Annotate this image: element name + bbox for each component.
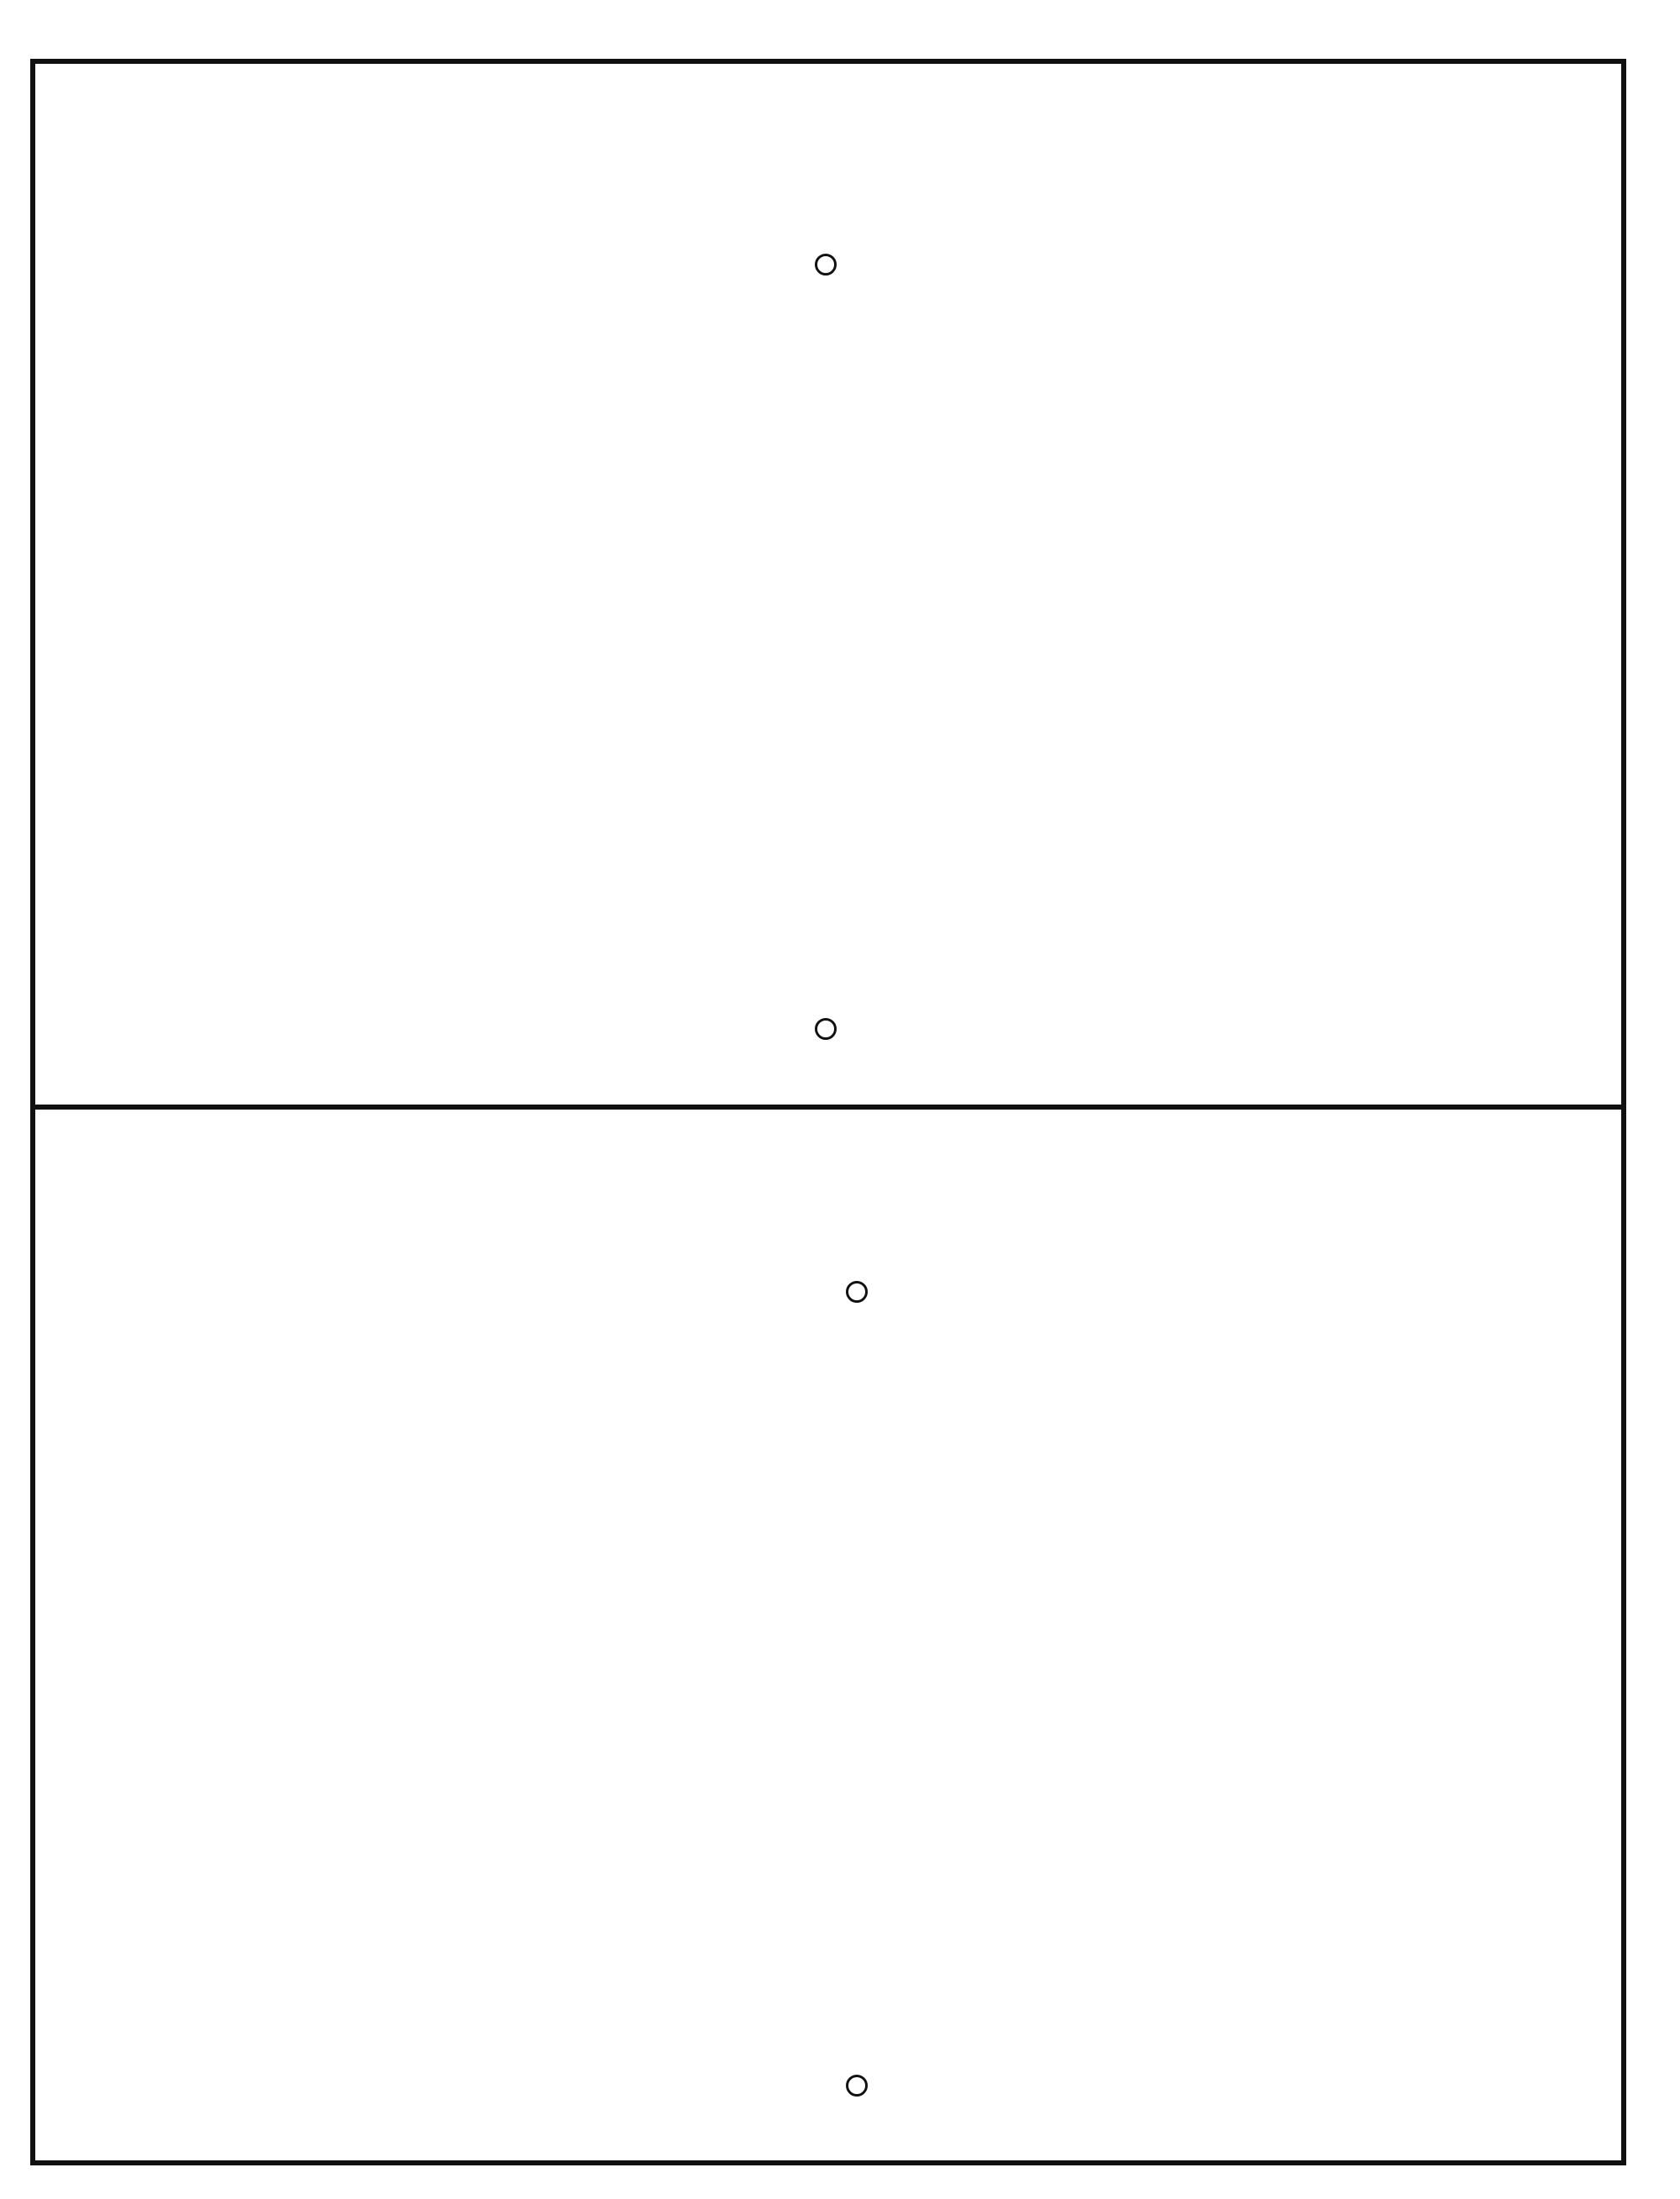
bottom-panel-header — [586, 1193, 679, 1244]
page-frame — [30, 59, 1626, 2165]
top-panel-header — [622, 166, 714, 218]
verse-end-circle — [815, 1018, 837, 1040]
section-start-circle — [846, 1281, 868, 1303]
section-end-circle — [846, 2075, 868, 2097]
verse-start-circle — [815, 254, 837, 276]
panel-divider — [30, 1105, 1626, 1110]
